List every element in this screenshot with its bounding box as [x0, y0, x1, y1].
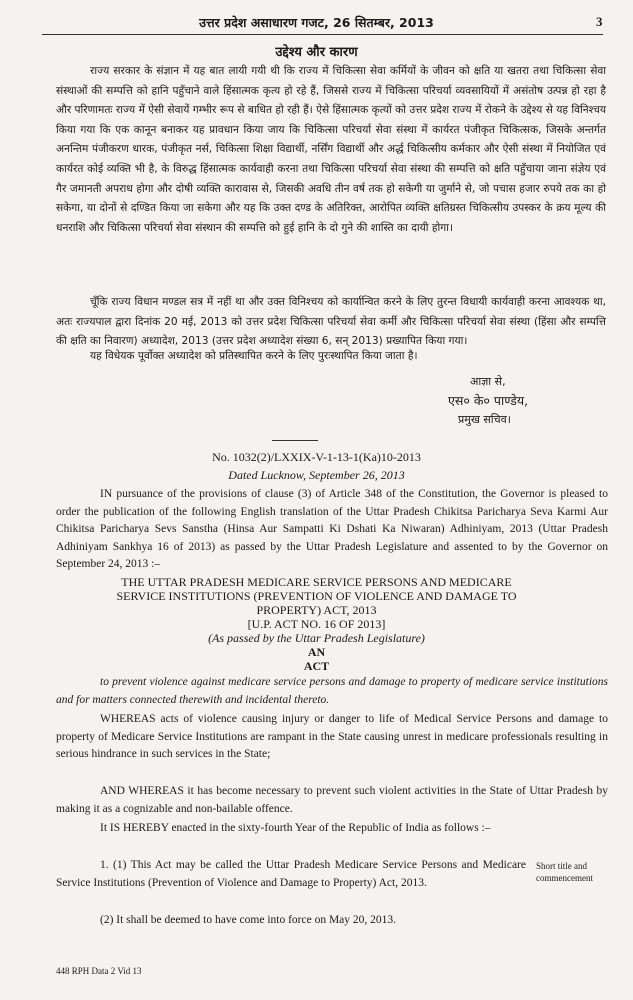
margin-note-line-1: Short title and [536, 861, 587, 871]
signature-designation: प्रमुख सचिव। [458, 413, 511, 426]
section-divider [272, 440, 318, 441]
statement-para-3: यह विधेयक पूर्वोक्त अध्यादेश को प्रतिस्थापित करने के लिए पुरःस्थापित किया जाता है। [90, 350, 418, 362]
notification-preamble: IN pursuance of the provisions of clause (3) of Article 348 of the Constitution, the Governor is pleased to order the publication of the following English translation of the Uttar Pradesh Chikitsa Paricharya Seva Karmi Aur Chikitsa Paricharya Sevs Sanstha (Hinsa Aur Sampatti Ki Dshati Ka Niwaran) Adhiniyam, 2013 (Uttar Pradesh Adhiniyam Sankhya 16 of 2013) as passed by the Uttar Pradesh Legislature and assented to by the Governor on September 24, 2013 :– [56, 488, 608, 570]
page-number: 3 [596, 14, 603, 29]
act-an: AN [307, 645, 326, 659]
notification-date: Dated Lucknow, September 26, 2013 [228, 468, 405, 482]
act-long-title: to prevent violence against medicare service persons and damage to property of medicare service institutions and for matters connected therewith and incidental thereto. [56, 676, 608, 706]
statement-para-1: राज्य सरकार के संज्ञान में यह बात लायी गयी थी कि राज्य में चिकित्सा सेवा कर्मियों के जीवन को क्षति या खतरा तथा चिकित्सा सेवा संस्थाओं की सम्पत्ति को हानि पहुँचाने वाले हिंसात्मक कृत्य हो रहे हैं, जिससे राज्य में चिकित्सा परिचर्या व्यवसायियों में असंतोष उत्पन्न हो रहा है और परिणामतः राज्य में ऐसी सेवायें गम्भीर रूप से बाधित हो रही हैं। ऐसे हिंसात्मक कृत्यों को उत्तर प्रदेश राज्य में रोकने के उद्देश्य से यह विनिश्चय किया गया कि एक कानून बनाकर यह प्रावधान किया जाय कि चिकित्सा परिचर्या सेवा संस्था में कार्यरत पंजीकृत चिकित्सक, जिसके अन्तर्गत अनन्तिम पंजीकरण धारक, पंजीकृत नर्स, चिकित्सा शिक्षा विद्यार्थी, नर्सिंग विद्यार्थी और अर्द्ध चिकित्सीय कर्मकार और ऐसी संस्था में नियोजित एवं कार्यरत कोई व्यक्ति भी है, के विरुद्ध हिंसात्मक कार्यवाही करना तथा चिकित्सा परिचर्या सेवा संस्था की सम्पत्ति को क्षति पहुँचाया जाना संज्ञेय एवं गैर जमानती अपराध होगा और दोषी व्यक्ति कारावास से, जिसकी अवधि तीन वर्ष तक हो सकेगी या जुर्माने से, जो पचास हजार रुपये तक का हो सकेगा, या दोनों से दण्डित किया जा सकेगा और यह कि उक्त दण्ड के अतिरिक्त, आरोपित व्यक्ति क्षतिग्रस्त चिकित्सीय उपस्कर के क्रय मूल्य की धनराशि और चिकित्सा परिचर्या सेवा संस्थान की सम्पत्ति को हुई हानि के दो गुने की शास्ति का दायी होगा। [56, 65, 606, 234]
whereas-clause-2: AND WHEREAS it has become necessary to prevent such violent activities in the State of Uttar Pradesh by making it as a cognizable and non-bailable offence. [56, 785, 608, 815]
whereas-clause-1: WHEREAS acts of violence causing injury or danger to life of Medical Service Persons and damage to property of Medicare Service Institutions are rampant in the State causing unrest in medicare professionals resulting in serious hindrance in such services in the State; [56, 713, 608, 760]
gazette-header-title: उत्तर प्रदेश असाधारण गजट, 26 सितम्बर, 2013 [199, 15, 434, 30]
margin-note-short-title [536, 860, 626, 884]
act-number: [U.P. ACT NO. 16 OF 2013] [247, 617, 386, 631]
statement-para-2: चूँकि राज्य विधान मण्डल सत्र में नहीं था और उक्त विनिश्चय को कार्यान्वित करने के लिए तुरन्त विधायी कार्यवाही करना आवश्यक था, अतः राज्यपाल द्वारा दिनांक 20 मई, 2013 को उत्तर प्रदेश चिकित्सा परिचर्या सेवा कर्मी और चिकित्सा परिचर्या सेवा संस्था (हिंसा और सम्पत्ति की क्षति का निवारण) अध्यादेश, 2013 (उत्तर प्रदेश अध्यादेश संख्या 6, सन् 2013) प्रख्यापित किया गया। [56, 296, 606, 348]
header-rule [42, 34, 603, 35]
act-title-line-3: PROPERTY) ACT, 2013 [256, 603, 377, 617]
signature-order: आज्ञा से, [470, 375, 506, 388]
act-title-line-2: SERVICE INSTITUTIONS (PREVENTION OF VIOLENCE AND DAMAGE TO [116, 589, 517, 603]
margin-note-line-2: commencement [536, 873, 593, 883]
signature-name: एस० के० पाण्डेय, [448, 393, 529, 408]
enacting-formula: It IS HEREBY enacted in the sixty-fourth Year of the Republic of India as follows :– [100, 822, 491, 834]
section-1-subsection-1: 1. (1) This Act may be called the Uttar Pradesh Medicare Service Persons and Medicare Service Institutions (Prevention of Violence and Damage to Property) Act, 2013. [56, 859, 526, 889]
notification-number: No. 1032(2)/LXXIX-V-1-13-1(Ka)10-2013 [212, 450, 421, 464]
act-word: ACT [303, 659, 330, 673]
footer-code: 448 RPH Data 2 Vid 13 [56, 966, 142, 976]
section-1-subsection-2: (2) It shall be deemed to have come into force on May 20, 2013. [100, 914, 397, 926]
act-passed-by: (As passed by the Uttar Pradesh Legislature) [208, 631, 425, 645]
act-title-line-1: THE UTTAR PRADESH MEDICARE SERVICE PERSONS AND MEDICARE [121, 575, 512, 589]
statement-heading: उद्देश्य और कारण [275, 45, 358, 60]
